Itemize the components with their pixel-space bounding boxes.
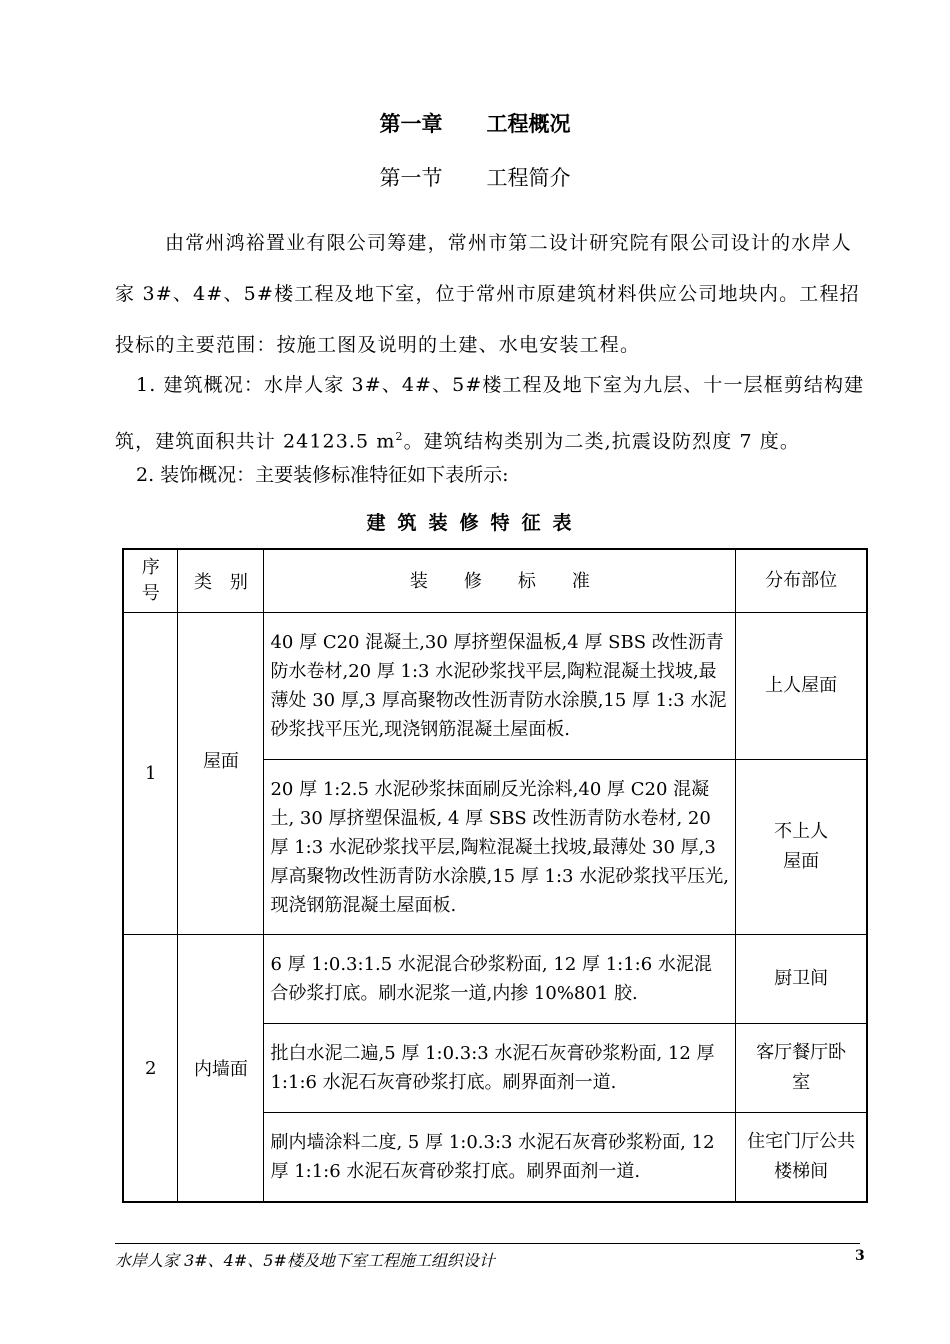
standard-cell: 刷内墙涂料二度, 5 厚 1:0.3:3 水泥石灰膏砂浆粉面, 12 厚 1:1:6 水泥石灰膏砂浆打底。刷界面剂一道. xyxy=(264,1113,736,1203)
table-title: 建筑装修特征表 xyxy=(366,512,584,534)
location-cell-text: 住宅门厅公共楼梯间 xyxy=(747,1131,856,1182)
location-cell xyxy=(736,1113,867,1203)
table-row xyxy=(123,935,867,1024)
standard-cell: 40 厚 C20 混凝土,30 厚挤塑保温板,4 厚 SBS 改性沥青防水卷材,20 厚 1:3 水泥砂浆找平层,陶粒混凝土找坡,最薄处 30 厚,3 厚高聚物改性沥青防水涂膜,15 厚 1:3 水泥砂浆找平压光,现浇钢筋混凝土屋面板. xyxy=(264,613,736,760)
group-category: 内墙面 xyxy=(178,935,264,1203)
table-header-row xyxy=(123,549,867,613)
group-no: 1 xyxy=(123,613,178,935)
location-cell: 上人屋面 xyxy=(736,613,867,760)
chapter-number: 第一章 xyxy=(379,112,443,136)
building-overview-text: 1. 建筑概况：水岸人家 3#、4#、5#楼工程及地下室为九层、十一层框剪结构建筑，建筑面积共计 24123.5 m xyxy=(115,374,865,453)
header-standard: 装 修 标 准 xyxy=(264,549,736,613)
header-no-text: 序号 xyxy=(141,557,160,604)
intro-paragraph: 由常州鸿裕置业有限公司筹建，常州市第二设计研究院有限公司设计的水岸人家 3#、4#、5#楼工程及地下室，位于常州市原建筑材料供应公司地块内。工程招投标的主要范围：按施工图及说明的土建、水电安装工程。 xyxy=(115,232,860,356)
section-title: 工程简介 xyxy=(486,166,571,190)
standard-cell: 批白水泥二遍,5 厚 1:0.3:3 水泥石灰膏砂浆粉面, 12 厚 1:1:6 水泥石灰膏砂浆打底。刷界面剂一道. xyxy=(264,1024,736,1113)
location-cell-text: 不上人屋面 xyxy=(774,821,829,872)
building-overview-text-end: 。建筑结构类别为二类,抗震设防烈度 7 度。 xyxy=(403,430,800,453)
location-cell xyxy=(736,1024,867,1113)
section-heading xyxy=(0,162,950,192)
area-unit-superscript: 2 xyxy=(395,430,404,443)
chapter-heading xyxy=(0,108,950,138)
footer-text: 水岸人家 3#、4#、5#楼及地下室工程施工组织设计 xyxy=(115,1251,495,1270)
header-category: 类 别 xyxy=(178,549,264,613)
standard-cell: 20 厚 1:2.5 水泥砂浆抹面刷反光涂料,40 厚 C20 混凝土, 30 厚挤塑保温板, 4 厚 SBS 改性沥青防水卷材, 20 厚 1:3 水泥砂浆找平层,陶粒混凝土找坡,最薄处 30 厚,3 厚高聚物改性沥青防水涂膜,15 厚 1:3 水泥砂浆找平压光,现浇钢筋混凝土屋面板. xyxy=(264,760,736,935)
location-cell-text: 客厅餐厅卧室 xyxy=(756,1042,847,1093)
group-category: 屋面 xyxy=(178,613,264,935)
group-no: 2 xyxy=(123,935,178,1203)
table-row xyxy=(123,613,867,760)
decoration-overview-paragraph: 2. 装饰概况：主要装修标准特征如下表所示: xyxy=(136,464,509,486)
location-cell: 厨卫间 xyxy=(736,935,867,1024)
header-location: 分布部位 xyxy=(736,549,867,613)
decoration-table xyxy=(122,548,868,1203)
standard-cell: 6 厚 1:0.3:1.5 水泥混合砂浆粉面, 12 厚 1:1:6 水泥混合砂浆打底。刷水泥浆一道,内掺 10%801 胶. xyxy=(264,935,736,1024)
location-cell xyxy=(736,760,867,935)
header-no xyxy=(123,549,178,613)
page-number: 3 xyxy=(855,1248,865,1264)
footer-divider xyxy=(115,1243,860,1244)
section-number: 第一节 xyxy=(379,166,443,190)
chapter-title: 工程概况 xyxy=(486,112,571,136)
